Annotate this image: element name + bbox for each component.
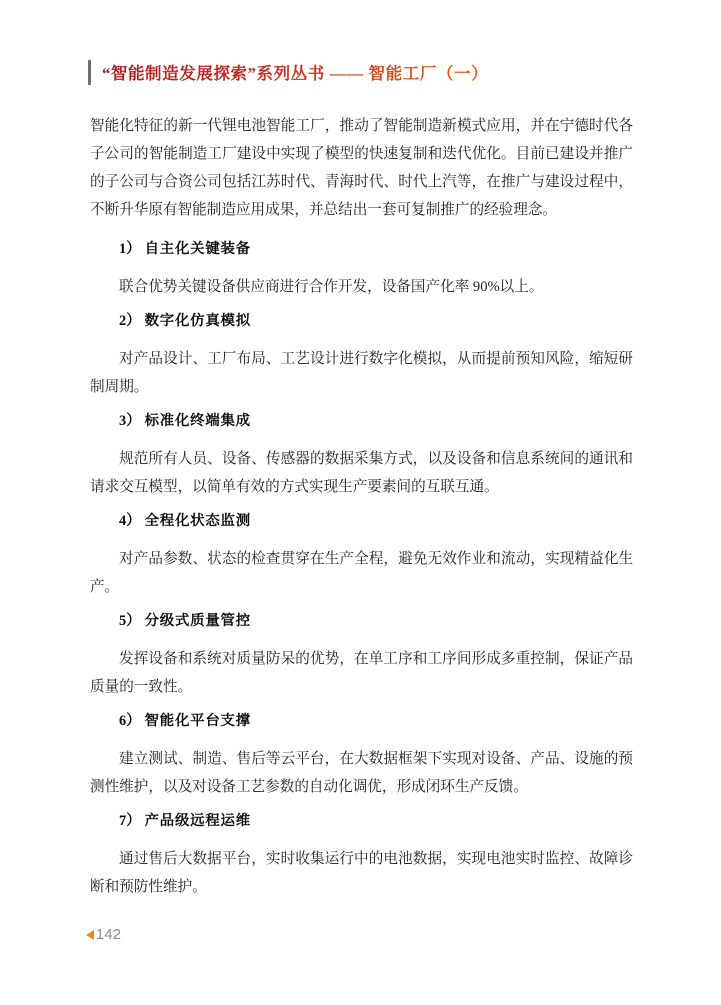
section-7-number: 7）: [119, 813, 141, 829]
page-number: 142: [96, 927, 122, 943]
page-footer: [86, 925, 121, 945]
section-1-number: 1）: [119, 241, 141, 257]
section-7-heading-text: 产品级远程运维: [144, 813, 251, 829]
section-4-text: 对产品参数、状态的检查贯穿在生产全程，避免无效作业和流动，实现精益化生产。: [90, 551, 633, 595]
section-5: [90, 607, 633, 701]
section-1: [90, 235, 633, 301]
intro-paragraph: 智能化特征的新一代锂电池智能工厂，推动了智能制造新模式应用，并在宁德时代各子公司的智能制造工厂建设中实现了模型的快速复制和迭代优化。目前已建设并推广的子公司与合资公司包括江苏时代、青海时代、时代上汽等，在推广与建设过程中，不断升华原有智能制造应用成果，并总结出一套可复制推广的经验理念。: [90, 118, 633, 218]
section-3: [90, 407, 633, 501]
section-3-text: 规范所有人员、设备、传感器的数据采集方式，以及设备和信息系统间的通讯和请求交互模型，以简单有效的方式实现生产要素间的互联互通。: [90, 451, 633, 495]
section-2-heading: [90, 307, 633, 335]
section-2-number: 2）: [119, 313, 141, 329]
section-2-heading-text: 数字化仿真模拟: [144, 313, 251, 329]
section-7: [90, 807, 633, 901]
header-rule-icon: [88, 60, 91, 85]
section-4-heading: [90, 507, 633, 535]
section-5-number: 5）: [119, 613, 141, 629]
section-2: [90, 307, 633, 401]
section-7-heading: [90, 807, 633, 835]
section-5-heading-text: 分级式质量管控: [144, 613, 251, 629]
section-3-number: 3）: [119, 413, 141, 429]
section-5-text: 发挥设备和系统对质量防呆的优势，在单工序和工序间形成多重控制，保证产品质量的一致性。: [90, 651, 633, 695]
section-3-heading-text: 标准化终端集成: [144, 413, 251, 429]
section-5-heading: [90, 607, 633, 635]
section-7-text: 通过售后大数据平台，实时收集运行中的电池数据，实现电池实时监控、故障诊断和预防性维护。: [90, 851, 633, 895]
document-header: [88, 57, 648, 87]
section-4: [90, 507, 633, 601]
section-6-number: 6）: [119, 713, 141, 729]
page-title: “智能制造发展探索”系列丛书 —— 智能工厂（一）: [102, 60, 488, 84]
section-1-heading-text: 自主化关键装备: [144, 241, 251, 257]
section-4-number: 4）: [119, 513, 141, 529]
section-6-heading: [90, 707, 633, 735]
section-1-heading: [90, 235, 633, 263]
section-2-text: 对产品设计、工厂布局、工艺设计进行数字化模拟，从而提前预知风险，缩短研制周期。: [90, 351, 633, 395]
document-body: [90, 112, 633, 901]
left-arrow-icon: [86, 930, 94, 940]
section-6: [90, 707, 633, 801]
section-6-text: 建立测试、制造、售后等云平台，在大数据框架下实现对设备、产品、设施的预测性维护，以及对设备工艺参数的自动化调优，形成闭环生产反馈。: [90, 751, 633, 795]
section-6-heading-text: 智能化平台支撑: [144, 713, 251, 729]
section-1-text: 联合优势关键设备供应商进行合作开发，设备国产化率 90%以上。: [119, 279, 544, 295]
section-3-heading: [90, 407, 633, 435]
section-4-heading-text: 全程化状态监测: [144, 513, 251, 529]
